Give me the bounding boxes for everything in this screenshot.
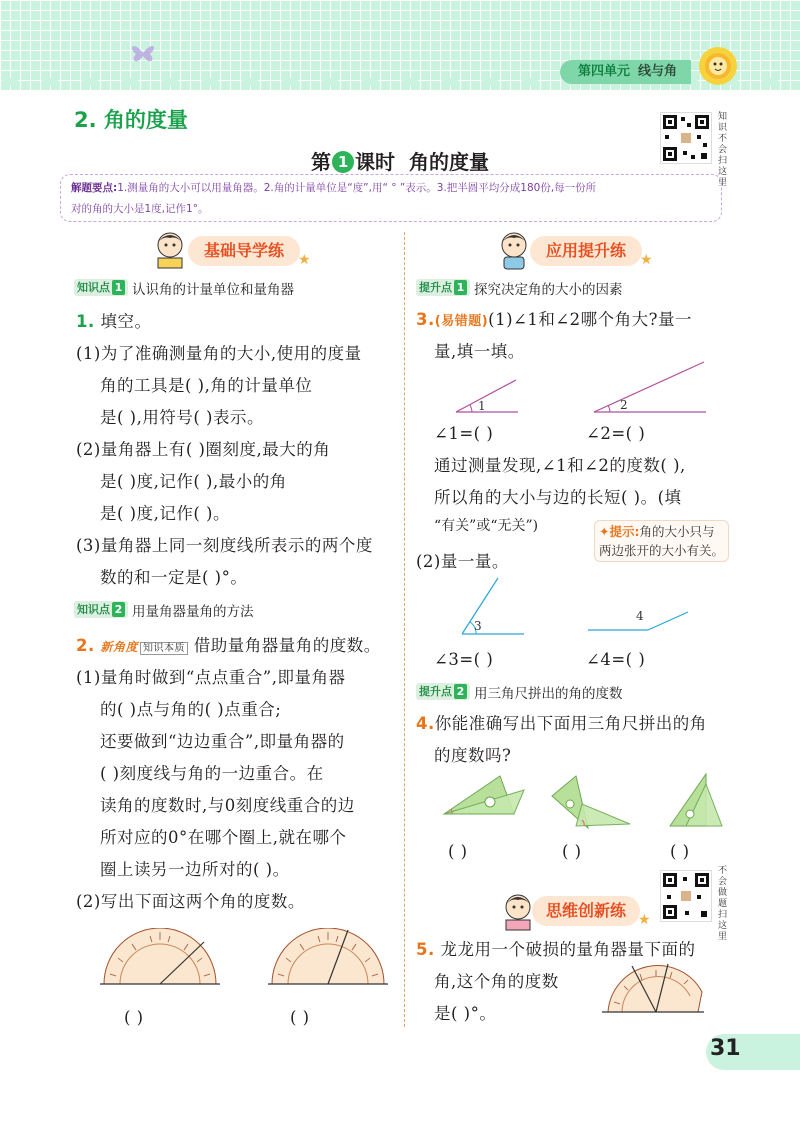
angle-3-label: 3 xyxy=(474,619,482,633)
hint-text-1: 角的大小只与 xyxy=(639,524,715,539)
q2-line-8: (2)写出下面这两个角的度数。 xyxy=(76,892,305,911)
angle-3-figure xyxy=(458,576,528,638)
lesson-number: 1 xyxy=(332,151,354,173)
q1-line-6: 是( )度,记作( )。 xyxy=(100,504,230,523)
unit-title: 线与角 xyxy=(638,64,678,79)
column-divider xyxy=(404,232,405,1027)
qr-side-text-bottom: 不会做题扫这里 xyxy=(718,866,728,942)
star-icon: ★ xyxy=(640,252,653,268)
tp1-tag: 提升点 1 xyxy=(416,279,470,296)
q1-line-4: (2)量角器上有( )圈刻度,最大的角 xyxy=(76,440,331,459)
q2-line-5: 读角的度数时,与0刻度线重合的边 xyxy=(100,796,355,815)
q1-line-8: 数的和一定是( )°。 xyxy=(100,568,248,587)
tips-label: 解题要点: xyxy=(71,182,118,194)
q3-line-5: “有关”或“无关”) xyxy=(434,518,539,534)
q1-line-5: 是( )度,记作( ),最小的角 xyxy=(100,472,287,491)
kp2-text: 用量角器量角的方法 xyxy=(132,603,254,620)
q2-line-3: 还要做到“边边重合”,即量角器的 xyxy=(100,732,345,751)
protractor-1 xyxy=(100,928,220,990)
q3-hint-box xyxy=(594,520,729,562)
q1-line-3: 是( ),用符号( )表示。 xyxy=(100,408,264,427)
tips-text-2: 对的角的大小是1度,记作1°。 xyxy=(71,203,209,215)
kp1-text: 认识角的计量单位和量角器 xyxy=(132,281,294,298)
page-number: 31 xyxy=(710,1036,741,1061)
q4-answer-2: ( ) xyxy=(562,842,582,861)
angle-4-figure xyxy=(586,606,690,634)
q2-title-text: 借助量角器量角的度数。 xyxy=(193,636,381,655)
q3-part-2: (2)量一量。 xyxy=(416,552,509,571)
hint-label: 提示: xyxy=(609,524,640,539)
angle-1-label: 1 xyxy=(478,399,486,413)
lesson-name: 角的度量 xyxy=(408,150,489,174)
unit-label: 第四单元 xyxy=(578,64,631,79)
star-icon: ★ xyxy=(638,912,651,928)
q2-title: 2. 新角度 知识本质 借助量角器量角的度数。 xyxy=(76,636,381,655)
q2-line-2: 的( )点与角的( )点重合; xyxy=(100,700,282,719)
knowledge-point-1 xyxy=(74,278,294,297)
unit-tab xyxy=(560,60,691,84)
band-basic: 基础导学练 xyxy=(188,236,300,266)
q2-line-1: (1)量角时做到“点点重合”,即量角器 xyxy=(76,668,346,687)
q4-answer-3: ( ) xyxy=(670,842,690,861)
q2-line-6: 所对应的0°在哪个圈上,就在哪个 xyxy=(100,828,347,847)
q2-answer-1: ( ) xyxy=(124,1008,144,1027)
q2-badge-1: 新角度 xyxy=(100,640,139,654)
improve-point-2 xyxy=(416,682,623,701)
q3-ans-3: ∠3=( ) xyxy=(434,650,494,669)
q1-title: 1. 填空。 xyxy=(76,312,152,331)
kp1-tag: 知识点 1 xyxy=(74,279,128,296)
lesson-suffix: 课时 xyxy=(355,150,396,174)
q4-line-1: 4.你能准确写出下面用三角尺拼出的角 xyxy=(416,714,707,733)
angle-4-label: 4 xyxy=(636,609,644,623)
q2-answer-2: ( ) xyxy=(290,1008,310,1027)
q4-line-2: 的度数吗? xyxy=(434,746,512,765)
lightbulb-icon: ✦ xyxy=(599,524,610,539)
q3-line-4: 所以角的大小与边的长短( )。(填 xyxy=(434,488,682,507)
q2-badge-2: 知识本质 xyxy=(140,642,188,655)
section-title: 2. 角的度量 xyxy=(74,108,188,132)
solution-tips-box xyxy=(60,174,722,222)
tp2-text: 用三角尺拼出的角的度数 xyxy=(474,685,623,702)
boy-reading-icon xyxy=(150,230,190,270)
angle-1-figure xyxy=(452,376,522,416)
set-square-figure-3 xyxy=(666,770,726,830)
star-icon: ★ xyxy=(298,252,311,268)
q1-line-7: (3)量角器上同一刻度线所表示的两个度 xyxy=(76,536,373,555)
q3-tag: (易错题) xyxy=(434,314,489,329)
broken-protractor xyxy=(598,962,708,1022)
q1-line-2: 角的工具是( ),角的计量单位 xyxy=(100,376,313,395)
qr-code-bottom[interactable] xyxy=(660,870,712,922)
knowledge-point-2 xyxy=(74,600,254,619)
lesson-prefix: 第 xyxy=(311,150,332,174)
band-creative: 思维创新练 xyxy=(532,896,640,926)
band-application: 应用提升练 xyxy=(530,236,642,266)
page-number-tab xyxy=(706,1034,800,1070)
improve-point-1 xyxy=(416,278,623,297)
q5-line-1: 5. 龙龙用一个破损的量角器量下面的 xyxy=(416,940,696,959)
kp2-tag: 知识点 2 xyxy=(74,601,128,618)
hint-text-2: 两边张开的大小有关。 xyxy=(599,543,725,558)
q1-line-1: (1)为了准确测量角的大小,使用的度量 xyxy=(76,344,362,363)
q3-line-2: 量,填一填。 xyxy=(434,342,525,361)
q3-ans-4: ∠4=( ) xyxy=(586,650,646,669)
angle-2-label: 2 xyxy=(620,398,628,412)
butterfly-icon xyxy=(128,40,158,66)
tips-text-1: 1.测量角的大小可以用量角器。2.角的计量单位是“度”,用“ ° ”表示。3.把半圆平均分成180份,每一份所 xyxy=(117,182,597,194)
angle-2-figure xyxy=(590,360,710,416)
qr-code-top[interactable] xyxy=(660,112,712,164)
q5-line-2: 角,这个角的度数 xyxy=(434,972,559,991)
q5-line-3: 是( )°。 xyxy=(434,1004,497,1023)
set-square-figure-2 xyxy=(546,774,636,830)
q3-ans-2: ∠2=( ) xyxy=(586,424,646,443)
boy-thinking-icon xyxy=(494,230,534,270)
protractor-2 xyxy=(268,928,388,990)
tp1-text: 探究决定角的大小的因素 xyxy=(474,281,623,298)
q3-ans-1: ∠1=( ) xyxy=(434,424,494,443)
q3-line-1: 3.(易错题)(1)∠1和∠2哪个角大?量一 xyxy=(416,310,693,329)
q3-line-3: 通过测量发现,∠1和∠2的度数( ), xyxy=(434,456,686,475)
qr-side-text-top: 知识不会扫这里 xyxy=(718,112,728,188)
q2-line-4: ( )刻度线与角的一边重合。在 xyxy=(100,764,324,783)
sunflower-icon xyxy=(696,44,740,88)
set-square-figure-1 xyxy=(440,774,530,830)
q2-line-7: 圈上读另一边所对的( )。 xyxy=(100,860,290,879)
tp2-tag: 提升点 2 xyxy=(416,683,470,700)
q4-answer-1: ( ) xyxy=(448,842,468,861)
